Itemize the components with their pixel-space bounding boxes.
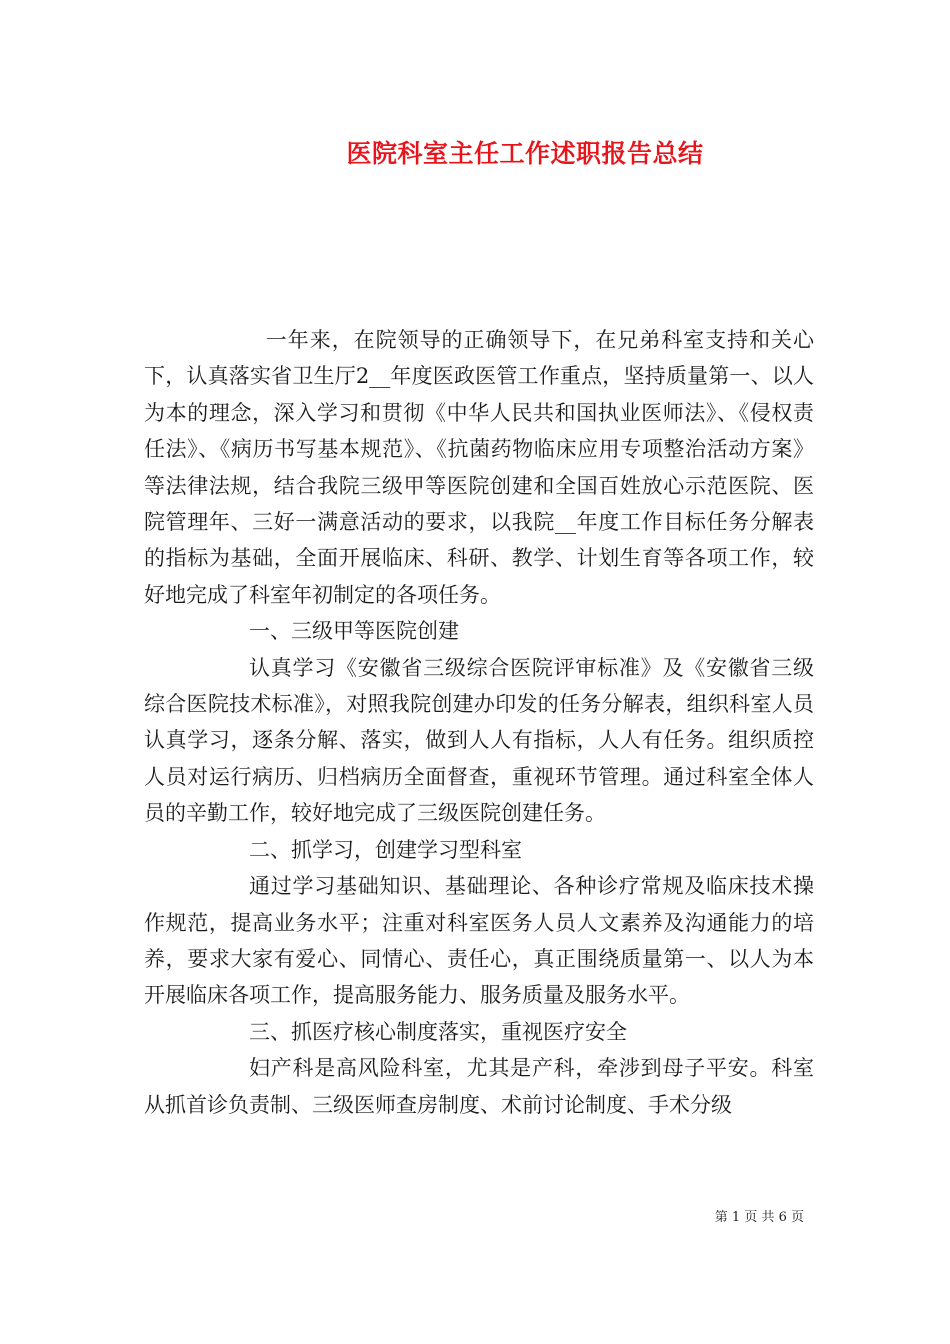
paragraph-section-1: 认真学习《安徽省三级综合医院评审标准》及《安徽省三级综合医院技术标准》，对照我院创建办印发的任务分解表，组织科室人员认真学习，逐条分解、落实，做到人人有指标，人人有任务。组织质控人员对运行病历、归档病历全面督查，重视环节管理。通过科室全体人员的辛勤工作，较好地完成了三级医院创建任务。 — [144, 655, 814, 826]
document-title: 医院科室主任工作述职报告总结 — [346, 139, 704, 168]
paragraph-intro: 一年来，在院领导的正确领导下，在兄弟科室支持和关心下，认真落实省卫生厅2__年度医政医管工作重点，坚持质量第一、以人为本的理念，深入学习和贯彻《中华人民共和国执业医师法》、《侵权责任法》、《病历书写基本规范》、《抗菌药物临床应用专项整治活动方案》等法律法规，结合我院三级甲等医院创建和全国百姓放心示范医院、医院管理年、三好一满意活动的要求，以我院__年度工作目标任务分解表的指标为基础，全面开展临床、科研、教学、计划生育等各项工作，较好地完成了科室年初制定的各项任务。 — [144, 328, 814, 607]
paragraph-section-3: 妇产科是高风险科室，尤其是产科，牵涉到母子平安。科室从抓首诊负责制、三级医师查房制度、术前讨论制度、手术分级 — [144, 1056, 814, 1117]
section-heading-1: 一、三级甲等医院创建 — [249, 619, 459, 644]
section-heading-2: 二、抓学习，创建学习型科室 — [249, 837, 522, 862]
section-heading-3: 三、抓医疗核心制度落实，重视医疗安全 — [249, 1019, 627, 1044]
paragraph-section-2: 通过学习基础知识、基础理论、各种诊疗常规及临床技术操作规范，提高业务水平；注重对科室医务人员人文素养及沟通能力的培养，要求大家有爱心、同情心、责任心，真正围绕质量第一、以人为本开展临床各项工作，提高服务能力、服务质量及服务水平。 — [144, 874, 814, 1008]
page-number-footer: 第 1 页 共 6 页 — [714, 1210, 804, 1225]
document-body — [144, 322, 814, 1123]
